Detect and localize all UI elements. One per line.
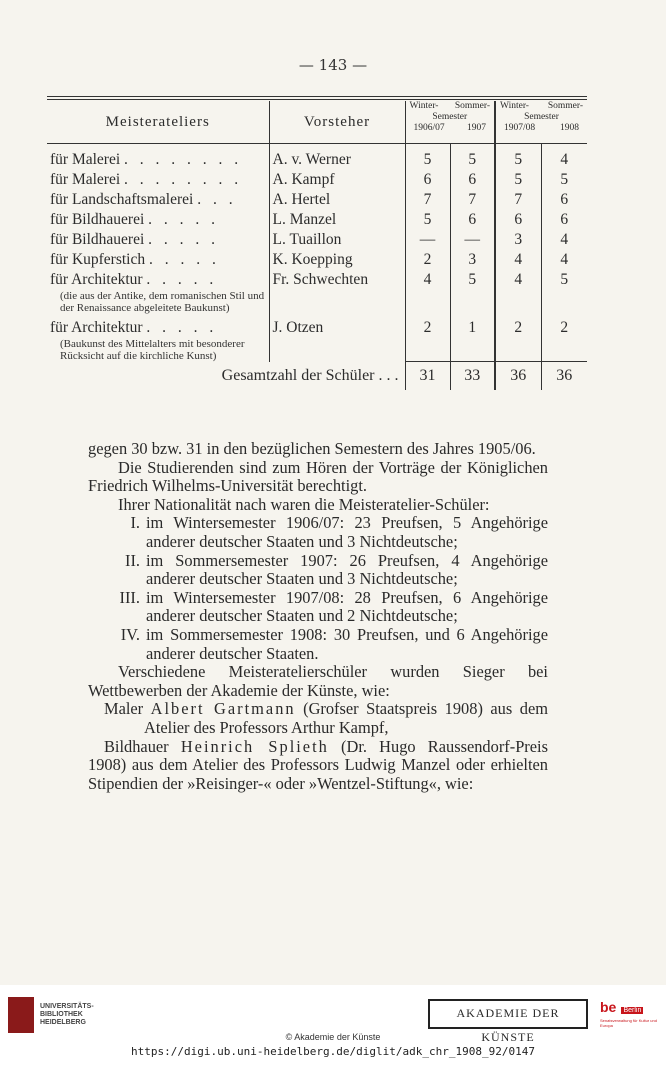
vorsteher-cell: A. Hertel — [269, 190, 405, 210]
table-header-row — [47, 101, 587, 144]
value-cell: — — [405, 230, 450, 250]
value-cell: 4 — [405, 270, 450, 314]
value-cell: 6 — [450, 210, 495, 230]
value-cell: 3 — [495, 230, 541, 250]
table-row — [47, 270, 587, 314]
body-text — [88, 440, 548, 793]
value-cell: 4 — [541, 250, 587, 270]
copyright: © Akademie der Künste — [285, 1032, 381, 1042]
paragraph: gegen 30 bzw. 31 in den bezüglichen Semestern des Jahres 1905/06. — [88, 439, 536, 458]
value-cell: 4 — [541, 150, 587, 170]
value-cell: 2 — [541, 318, 587, 362]
table-row — [47, 250, 587, 270]
table-row — [47, 318, 587, 362]
value-cell: 5 — [405, 150, 450, 170]
value-cell: 5 — [541, 170, 587, 190]
total-label: Gesamtzahl der Schüler . . . — [221, 366, 399, 384]
value-cell: 2 — [495, 318, 541, 362]
students-table — [47, 101, 587, 390]
total-cell: 33 — [450, 362, 495, 391]
list-item: II. im Sommersemester 1907: 26 Preufsen, 4 Angehörige anderer deutscher Staaten und 3 Nichtdeutsche; — [124, 550, 548, 589]
header-sommer-2: Sommer- — [547, 101, 583, 111]
table-row — [47, 230, 587, 250]
paragraph: Die Studierenden sind zum Hören der Vorträge der Königlichen Friedrich Wilhelms-Universität berechtigt. — [88, 457, 548, 496]
atelier-cell: für Malerei . . . . . . . . — [50, 150, 243, 168]
footer — [0, 985, 666, 1069]
header-year-1: 1906/07 — [413, 123, 445, 133]
value-cell: 7 — [450, 190, 495, 210]
table-row — [47, 190, 587, 210]
ub-heidelberg-logo[interactable]: UNIVERSITÄTS- BIBLIOTHEK HEIDELBERG — [8, 997, 94, 1033]
value-cell: 5 — [541, 270, 587, 314]
value-cell: 4 — [495, 270, 541, 314]
vorsteher-cell: J. Otzen — [269, 318, 405, 362]
atelier-cell: für Bildhauerei . . . . . — [50, 230, 220, 248]
vorsteher-cell: A. v. Werner — [269, 150, 405, 170]
header-year-4: 1908 — [560, 123, 579, 133]
value-cell: 5 — [495, 150, 541, 170]
total-cell: 31 — [405, 362, 450, 391]
atelier-cell: für Kupferstich . . . . . — [50, 250, 220, 268]
value-cell: 5 — [450, 150, 495, 170]
atelier-note: (die aus der Antike, dem romanischen Stil und der Renaissance abgeleitete Baukunst) — [60, 289, 265, 314]
value-cell: — — [450, 230, 495, 250]
adk-logo[interactable]: AKADEMIE DER KÜNSTE — [428, 999, 588, 1029]
header-winter-1: Winter- — [409, 101, 439, 111]
header-meisterateliers: Meisterateliers — [47, 101, 269, 144]
paragraph: Bildhauer Heinrich Splieth (Dr. Hugo Raussendorf-Preis 1908) aus dem Atelier des Professors Ludwig Manzel oder erhielten Stipendien der »Reisinger-« oder »Wentzel-Stiftung«, wie: — [88, 736, 548, 793]
vorsteher-cell: L. Manzel — [269, 210, 405, 230]
vorsteher-cell: L. Tuaillon — [269, 230, 405, 250]
value-cell: 7 — [495, 190, 541, 210]
source-url[interactable]: https://digi.ub.uni-heidelberg.de/diglit/adk_chr_1908_92/0147 — [131, 1045, 535, 1058]
nationality-list — [88, 514, 548, 663]
value-cell: 4 — [541, 230, 587, 250]
atelier-cell: für Malerei . . . . . . . . — [50, 170, 243, 188]
atelier-cell: für Architektur . . . . . (die aus der Antike, dem romanischen Stil und der Renaissance abgeleitete Baukunst) — [50, 270, 265, 314]
berlin-logo[interactable]: be Berlin Senatsverwaltung für Kultur und Europa — [600, 999, 657, 1028]
table-row — [47, 210, 587, 230]
page-number: — 143 — — [298, 56, 368, 74]
value-cell: 2 — [405, 318, 450, 362]
atelier-cell: für Bildhauerei . . . . . — [50, 210, 220, 228]
table-row — [47, 170, 587, 190]
vorsteher-cell: Fr. Schwechten — [269, 270, 405, 314]
paragraph: Ihrer Nationalität nach waren die Meisteratelier-Schüler: — [118, 494, 490, 514]
total-cell: 36 — [541, 362, 587, 391]
header-winter-2: Winter- — [500, 101, 529, 111]
value-cell: 6 — [450, 170, 495, 190]
header-semester-2 — [495, 101, 587, 144]
value-cell: 6 — [405, 170, 450, 190]
value-cell: 3 — [450, 250, 495, 270]
list-item: IV. im Sommersemester 1908: 30 Preufsen, und 6 Angehörige anderer deutscher Staaten. — [120, 624, 548, 663]
total-cell: 36 — [495, 362, 541, 391]
value-cell: 7 — [405, 190, 450, 210]
university-seal-icon — [8, 997, 34, 1033]
paragraph: Verschiedene Meisteratelierschüler wurden Sieger bei Wettbewerben der Akademie der Künste, wie: — [88, 662, 548, 700]
header-vorsteher: Vorsteher — [269, 101, 405, 144]
atelier-note: (Baukunst des Mittelalters mit besonderer Rücksicht auf die kirchliche Kunst) — [60, 337, 245, 362]
value-cell: 4 — [495, 250, 541, 270]
table-top-rule-2 — [47, 99, 587, 100]
value-cell: 6 — [541, 210, 587, 230]
list-item: I. im Wintersemester 1906/07: 23 Preufsen, 5 Angehörige anderer deutscher Staaten und 3 Nichtdeutsche; — [130, 513, 548, 551]
paragraph: Maler Albert Gartmann (Grofser Staatspreis 1908) aus dem Atelier des Professors Arthur Kampf, — [104, 699, 548, 737]
vorsteher-cell: K. Koepping — [269, 250, 405, 270]
value-cell: 5 — [405, 210, 450, 230]
header-year-3: 1907/08 — [504, 123, 536, 133]
table-row — [47, 150, 587, 170]
atelier-cell: für Architektur . . . . . (Baukunst des Mittelalters mit besonderer Rücksicht auf die kirchliche Kunst) — [47, 318, 269, 362]
value-cell: 5 — [450, 270, 495, 314]
header-semester-label-1: Semester — [432, 112, 468, 122]
header-semester-label-2: Semester — [524, 112, 559, 122]
value-cell: 1 — [450, 318, 495, 362]
atelier-cell: für Landschaftsmalerei . . . — [50, 190, 237, 208]
header-sommer-1: Sommer- — [454, 101, 490, 111]
value-cell: 6 — [541, 190, 587, 210]
header-semester-1 — [405, 101, 495, 144]
total-row — [47, 362, 587, 391]
header-year-2: 1907 — [467, 123, 486, 133]
table-top-rule — [47, 96, 587, 97]
list-item: III. im Wintersemester 1907/08: 28 Preufsen, 6 Angehörige anderer deutscher Staaten und 2 Nichtdeutsche; — [119, 587, 548, 626]
vorsteher-cell: A. Kampf — [269, 170, 405, 190]
value-cell: 2 — [405, 250, 450, 270]
value-cell: 5 — [495, 170, 541, 190]
value-cell: 6 — [495, 210, 541, 230]
